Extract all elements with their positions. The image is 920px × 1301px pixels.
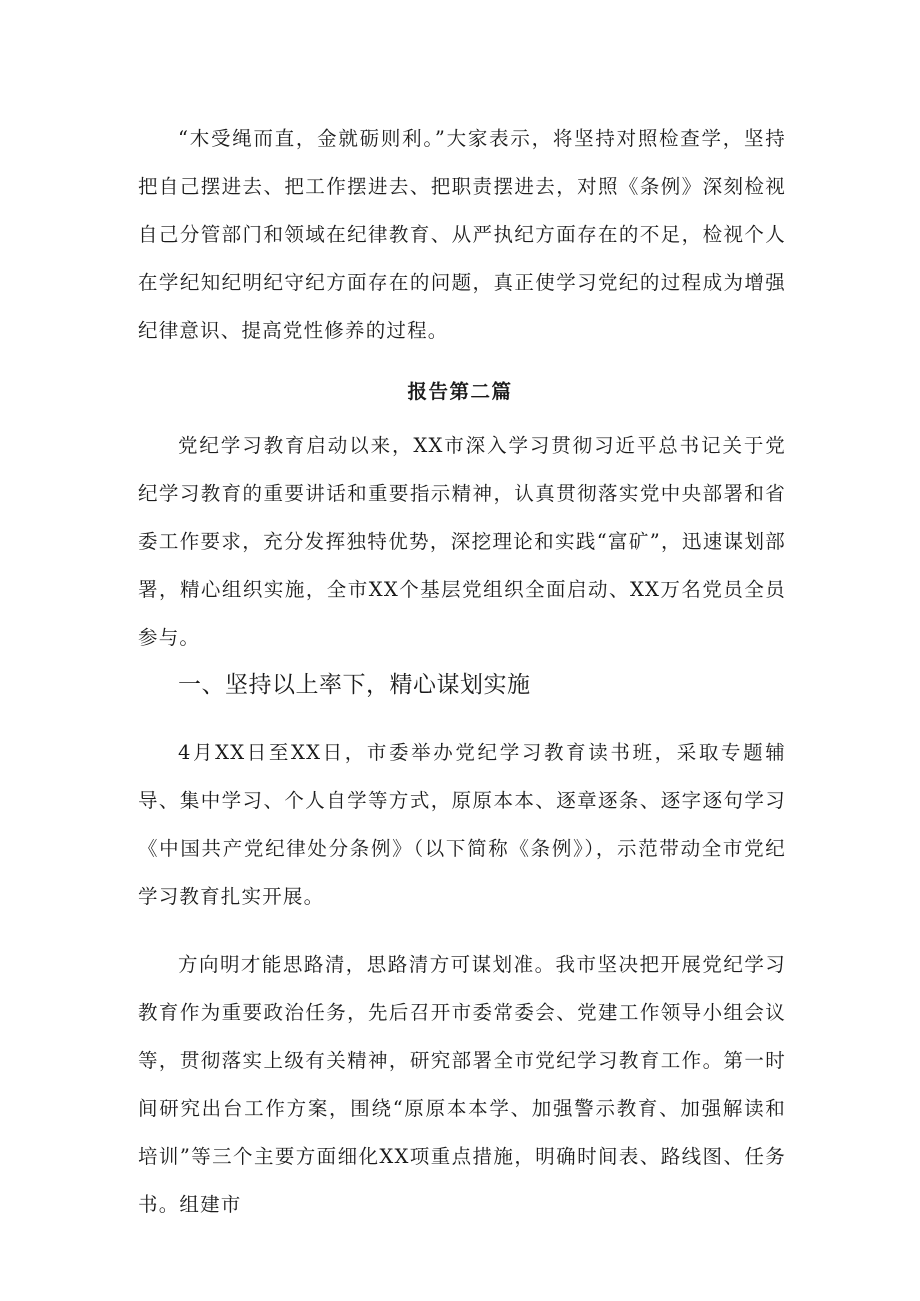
paragraph-planning: 方向明才能思路清，思路清方可谋划准。我市坚决把开展党纪学习教育作为重要政治任务，先后召开市委常委会、党建工作领导小组会议等，贯彻落实上级有关精神，研究部署全市党纪学习教育工作。第一时间研究出台工作方案，围绕“原原本本学、加强警示教育、加强解读和培训”等三个主要方面细化XX项重点措施，明确时间表、路线图、任务书。组建市 [138,953,786,1216]
paragraph-intro: “木受绳而直，金就砺则利。”大家表示，将坚持对照检查学，坚持把自己摆进去、把工作摆进去、把职责摆进去，对照《条例》深刻检视自己分管部门和领域在纪律教育、从严执纪方面存在的不足，检视个人在学纪知纪明纪守纪方面存在的问题，真正使学习党纪的过程成为增强纪律意识、提高党性修养的过程。 [138,127,786,342]
section-title: 报告第二篇 [407,380,513,403]
heading-one: 一、坚持以上率下，精心谋划实施 [178,672,531,698]
paragraph-reading-class: 4月XX日至XX日，市委举办党纪学习教育读书班，采取专题辅导、集中学习、个人自学等方式，原原本本、逐章逐条、逐字逐句学习《中国共产党纪律处分条例》（以下简称《条例》），示范带动全市党纪学习教育扎实开展。 [138,741,786,908]
paragraph-overview: 党纪学习教育启动以来，XX市深入学习贯彻习近平总书记关于党纪学习教育的重要讲话和重要指示精神，认真贯彻落实党中央部署和省委工作要求，充分发挥独特优势，深挖理论和实践“富矿”，迅速谋划部署，精心组织实施，全市XX个基层党组织全面启动、XX万名党员全员参与。 [138,434,786,649]
